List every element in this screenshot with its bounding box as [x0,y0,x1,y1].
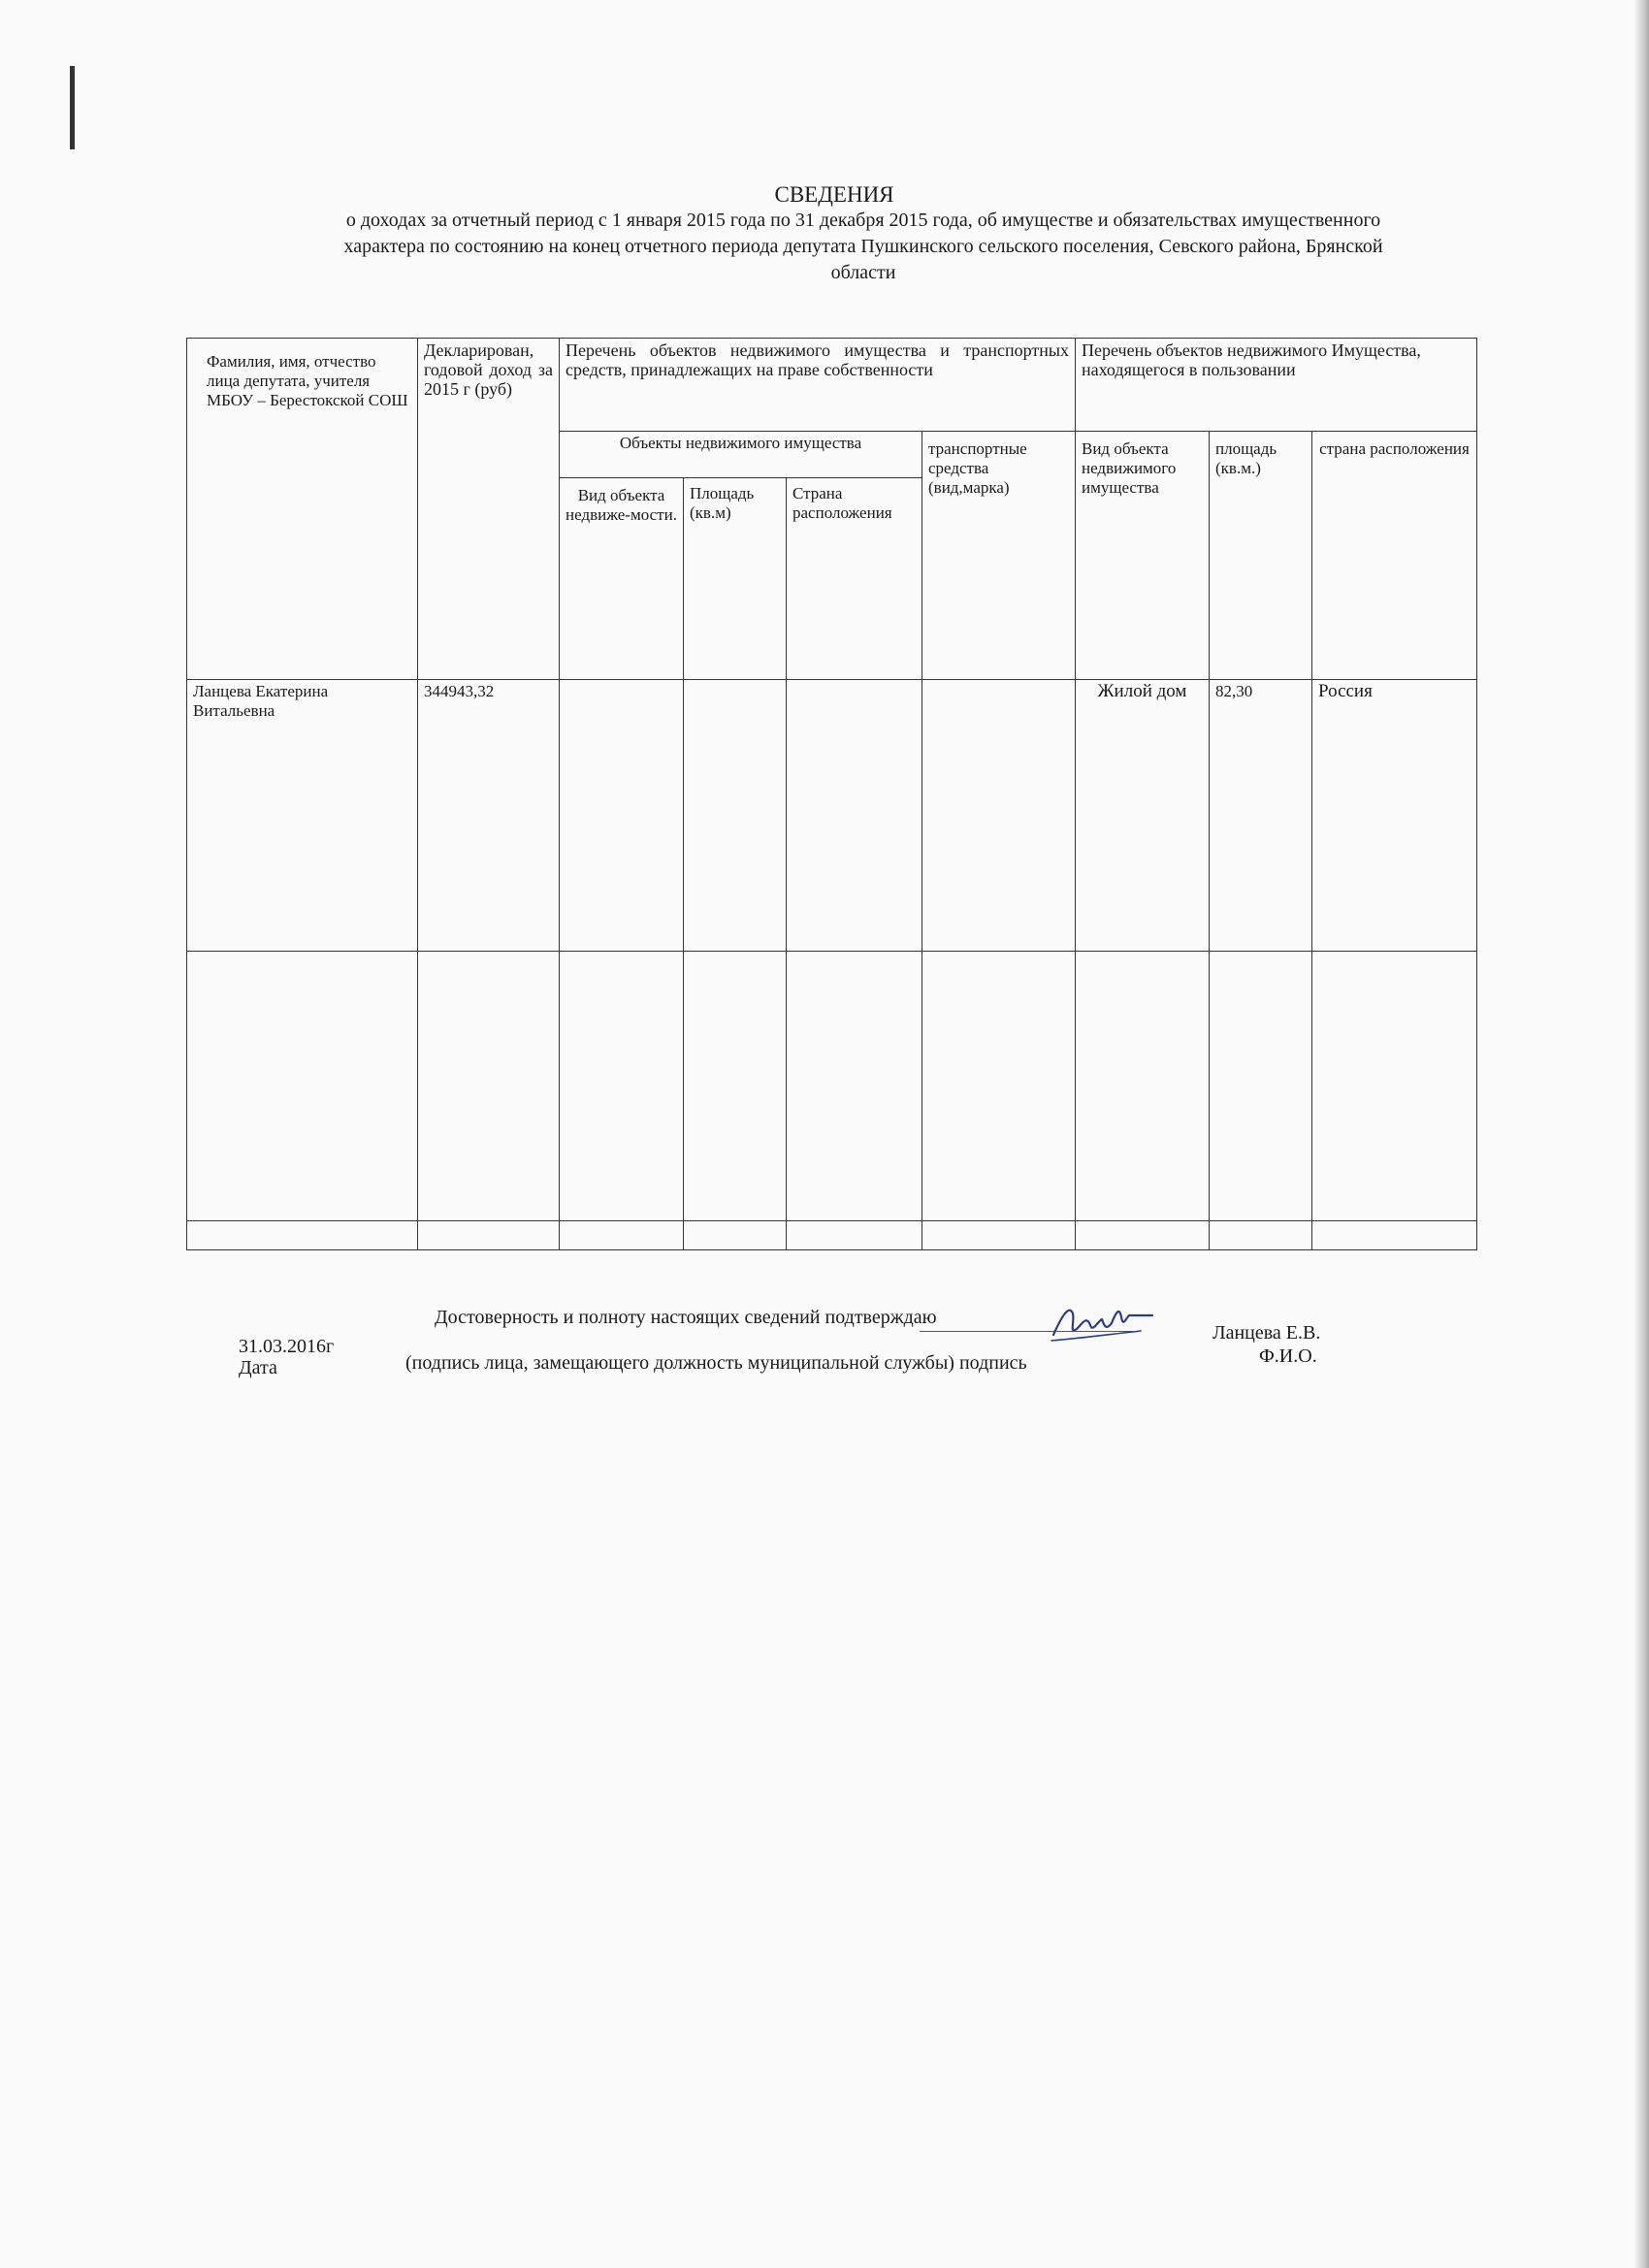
cell-use-object-type: Жилой дом [1076,680,1210,952]
header-use-area: площадь (кв.м.) [1210,432,1312,680]
table-row [187,952,1477,1221]
header-own-object-type: Вид объекта недвиже-мости. [560,478,684,680]
header-use-country: страна расположения [1312,432,1477,680]
cell-own-area [684,1221,787,1250]
header-own-country: Страна расположения [787,478,922,680]
signer-name: Ланцева Е.В. [1212,1322,1321,1344]
date-label: Дата [239,1357,277,1378]
cell-own-area [684,952,787,1221]
handwritten-signature [1048,1296,1154,1350]
cell-own-object-type [560,952,684,1221]
document-subtitle-line-1: о доходах за отчетный период с 1 января 2015 года по 31 декабря 2015 года, об имуществе и обязательствах имущественного [345,210,1381,231]
confirmation-text: Достоверность и полноту настоящих сведений подтверждаю [435,1307,937,1328]
cell-use-area [1210,1221,1312,1250]
cell-vehicles [922,1221,1076,1250]
report-date: 31.03.2016г [239,1336,335,1357]
cell-income [418,1221,560,1250]
header-income: Декларирован, годовой доход за 2015 г (руб) [418,339,560,680]
page-edge-shadow [1633,0,1649,2268]
header-vehicles: транспортные средства (вид,марка) [922,432,1076,680]
table-row [187,1221,1477,1250]
header-own-area: Площадь (кв.м) [684,478,787,680]
scan-punch-mark [70,66,75,149]
cell-own-country [787,1221,922,1250]
header-row-1 [187,339,1477,432]
cell-own-object-type [560,680,684,952]
cell-use-country [1312,952,1477,1221]
table-row [187,680,1477,952]
cell-use-country [1312,1221,1477,1250]
header-use-object-type: Вид объекта недвижимого имущества [1076,432,1210,680]
cell-own-country [787,952,922,1221]
header-owned-property: Перечень объектов недвижимого имущества и транспортных средств, принадлежащих на праве собственности [560,339,1076,432]
cell-use-area [1210,952,1312,1221]
cell-income [418,952,560,1221]
cell-own-area [684,680,787,952]
cell-fio: Ланцева Екатерина Витальевна [187,680,418,952]
header-fio: Фамилия, имя, отчество лица депутата, учителя МБОУ – Берестокской СОШ [187,339,418,680]
declaration-table [186,338,1477,1250]
cell-use-object-type [1076,1221,1210,1250]
cell-fio [187,952,418,1221]
cell-use-object-type [1076,952,1210,1221]
document-heading [165,182,1562,286]
name-label: Ф.И.О. [1259,1345,1317,1367]
document-title: СВЕДЕНИЯ [774,182,894,207]
header-realty-objects: Объекты недвижимого имущества [560,432,922,478]
cell-use-area: 82,30 [1210,680,1312,952]
cell-own-object-type [560,1221,684,1250]
document-subtitle-line-2: характера по состоянию на конец отчетного периода депутата Пушкинского сельского поселения, Севского района, Брянской [343,236,1383,257]
cell-vehicles [922,680,1076,952]
cell-fio [187,1221,418,1250]
cell-vehicles [922,952,1076,1221]
cell-use-country: Россия [1312,680,1477,952]
document-subtitle-line-3: области [830,262,896,283]
cell-income: 344943,32 [418,680,560,952]
cell-own-country [787,680,922,952]
signature-caption: (подпись лица, замещающего должность муниципальной службы) подпись [405,1352,1027,1374]
header-property-in-use: Перечень объектов недвижимого Имущества, находящегося в пользовании [1076,339,1477,432]
